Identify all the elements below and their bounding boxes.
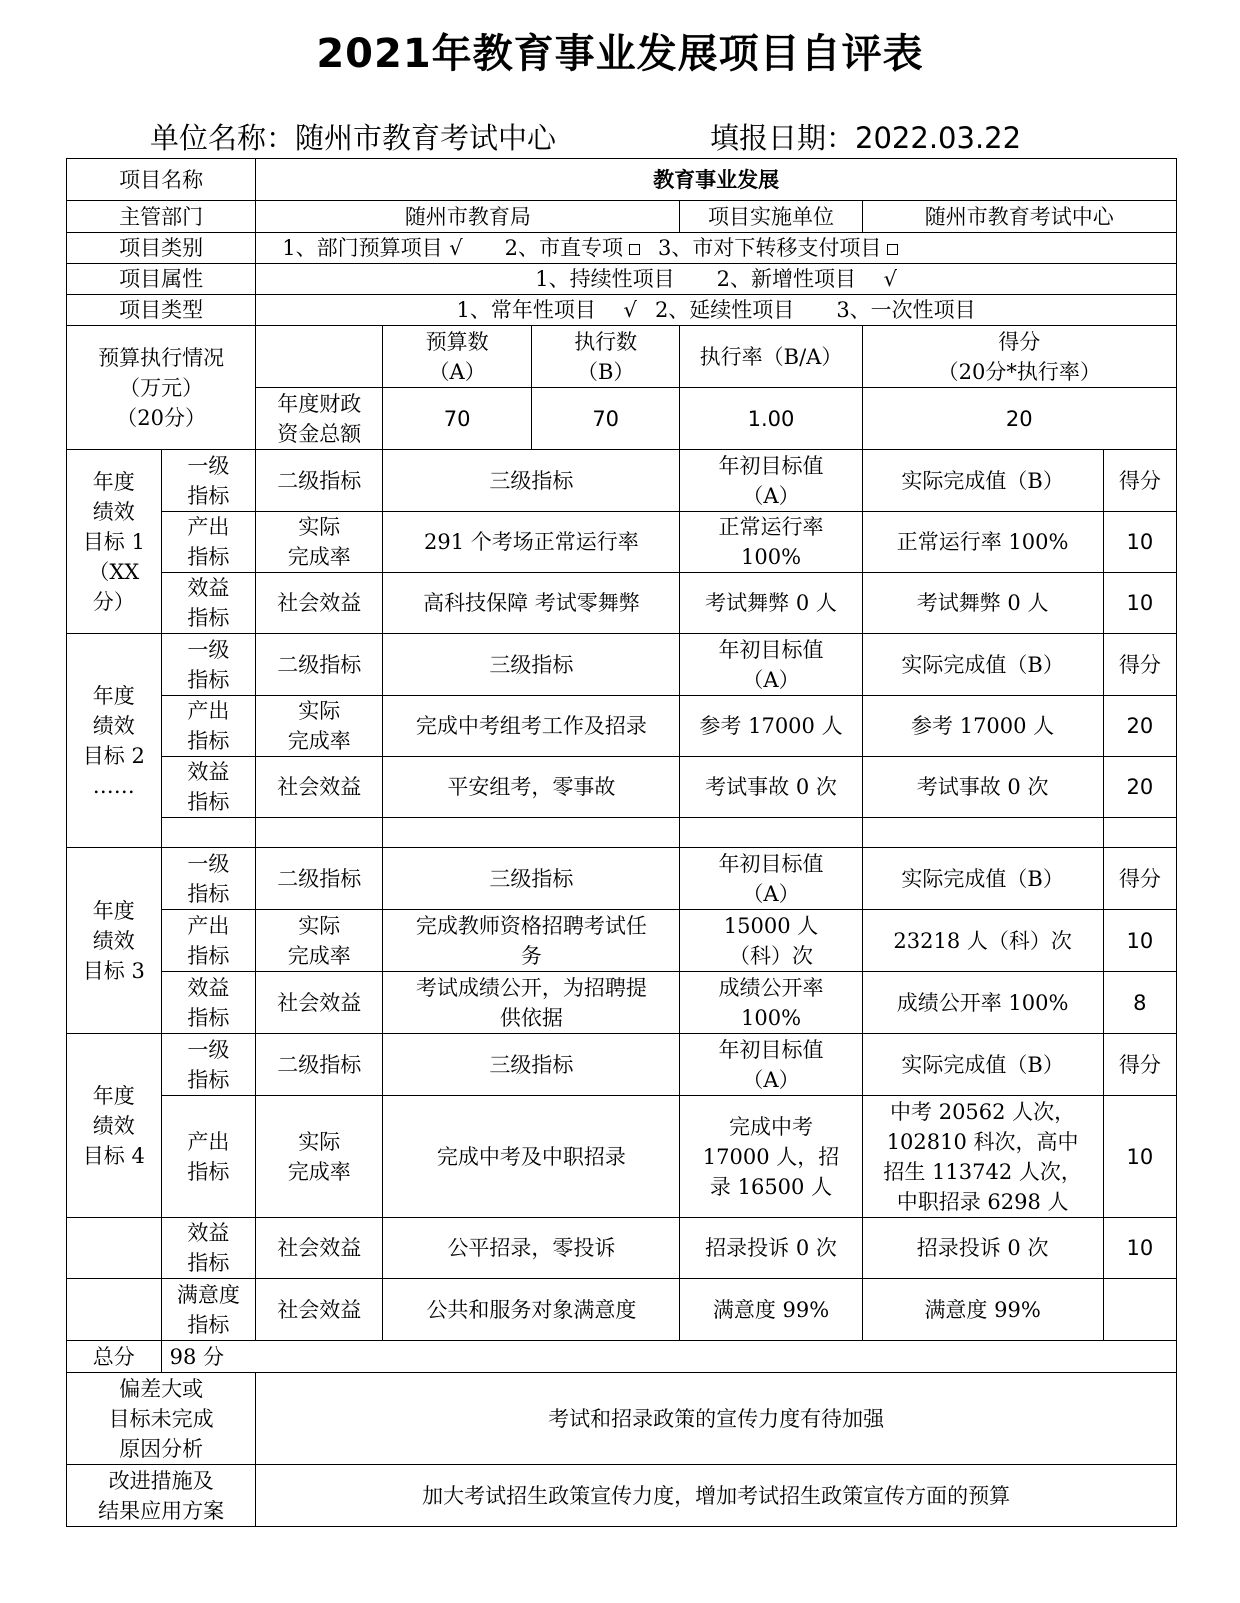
table-cell	[680, 972, 862, 1034]
table-cell	[383, 910, 680, 972]
table-cell	[161, 972, 256, 1034]
cell-text: 102810 科次，高中	[886, 1129, 1079, 1154]
checkbox-empty-icon	[629, 244, 640, 255]
cell-text: 一级	[187, 1037, 230, 1062]
cell-text: 参考 17000 人	[862, 696, 1103, 757]
cell-text: 产出	[187, 913, 230, 938]
goal4-blank-label	[67, 1279, 162, 1341]
cell-text: 实际完成值（B）	[862, 1034, 1103, 1096]
cell-text: 指标	[187, 729, 230, 753]
cell-text: （B）	[576, 359, 635, 384]
cell-text: 二级指标	[256, 848, 383, 910]
category-options	[256, 233, 1177, 264]
cell-text: （A）	[742, 1067, 800, 1092]
cell-text: 20	[1103, 696, 1176, 757]
cell-text: 指标	[187, 667, 230, 692]
table-row	[67, 1218, 1177, 1279]
cell-text: 完成率	[287, 1159, 351, 1184]
cell-text: 实际完成值（B）	[862, 634, 1103, 696]
table-cell	[161, 512, 256, 573]
cell-text: 绩效	[92, 499, 135, 524]
cell-text: 10	[1103, 1218, 1176, 1279]
cell-text: 指标	[187, 1251, 230, 1275]
cell-text: 完成中考及中职招录	[383, 1096, 680, 1218]
cell-text: 产出	[187, 699, 230, 723]
attribute-label: 项目属性	[67, 264, 256, 295]
table-row	[67, 1096, 1177, 1218]
table-row	[67, 1279, 1177, 1341]
cell-text: 年度	[92, 683, 135, 708]
cell-text: 效益	[187, 1221, 230, 1245]
cell-text: 实际	[298, 1129, 341, 1154]
cell-text: 年初目标值	[718, 1037, 824, 1062]
cell-text: 10	[1103, 910, 1176, 972]
dept-value: 随州市教育局	[256, 201, 680, 233]
cell-text: 三级指标	[383, 1034, 680, 1096]
table-cell	[1103, 818, 1176, 848]
cell-text: （A）	[742, 667, 800, 692]
dept-row	[67, 201, 1177, 233]
cell-text: 考试舞弊 0 人	[862, 573, 1103, 634]
empty-row	[67, 818, 1177, 848]
cell-text: 产出	[187, 515, 230, 539]
unit-name: 随州市教育考试中心	[295, 121, 557, 155]
cell-text: 得分	[1103, 1034, 1176, 1096]
cell-text	[1103, 1279, 1176, 1341]
category-label: 项目类别	[67, 233, 256, 264]
table-cell	[383, 818, 680, 848]
table-cell	[161, 757, 256, 818]
table-cell	[680, 818, 862, 848]
table-cell	[862, 1096, 1103, 1218]
table-cell	[680, 512, 862, 573]
cell-text: 效益	[187, 576, 230, 600]
cell-text: 改进措施及	[108, 1468, 214, 1493]
actual-header: 实际完成值（B）	[862, 450, 1103, 512]
cell-text: 8	[1103, 972, 1176, 1034]
attribute-options	[256, 264, 1177, 295]
cell-text: （A）	[428, 359, 486, 384]
table-cell	[256, 696, 383, 757]
project-name-value: 教育事业发展	[256, 159, 1177, 201]
goal2-label	[67, 634, 162, 848]
cell-text: 务	[520, 943, 542, 968]
cell-text: 指标	[187, 545, 230, 569]
cell-text: 三级指标	[383, 848, 680, 910]
table-cell	[161, 1096, 256, 1218]
type-option-1: 1、常年性项目 √	[456, 298, 637, 322]
cell-text: 指标	[187, 606, 230, 630]
date-label: 填报日期：	[710, 121, 856, 155]
cell-text: 年度	[92, 898, 135, 923]
cell-text: 高科技保障 考试零舞弊	[383, 573, 680, 634]
table-row	[67, 757, 1177, 818]
impl-label: 项目实施单位	[680, 201, 862, 233]
cell-text: 实际	[298, 699, 341, 723]
cell-text: 目标 3	[82, 958, 145, 983]
cell-text: 指标	[187, 483, 230, 508]
budget-row-label	[256, 388, 383, 450]
deviation-label	[67, 1373, 256, 1465]
improvement-row	[67, 1465, 1177, 1527]
table-cell	[680, 910, 862, 972]
cell-text: 二级指标	[256, 1034, 383, 1096]
cell-text: 得分	[1103, 634, 1176, 696]
cell-text: 100%	[740, 545, 802, 569]
cell-text: 二级指标	[256, 634, 383, 696]
cell-text: 三级指标	[383, 634, 680, 696]
cell-text: 正常运行率 100%	[862, 512, 1103, 573]
cell-text: 预算执行情况	[98, 345, 225, 370]
cell-text: 目标 1	[82, 529, 145, 554]
total-label: 总分	[67, 1341, 162, 1373]
cell-text: 年初目标值	[718, 453, 824, 478]
cell-text: 考试成绩公开，为招聘提	[415, 975, 647, 1000]
cell-text: 结果应用方案	[98, 1498, 225, 1523]
cell-text: 实际	[298, 515, 341, 539]
cell-text: 完成教师资格招聘考试任	[415, 913, 647, 938]
improvement-label	[67, 1465, 256, 1527]
table-cell	[161, 1034, 256, 1096]
cell-text: 供依据	[499, 1005, 563, 1030]
cell-text: 招生 113742 人次，	[883, 1159, 1082, 1184]
cell-text: 分）	[92, 589, 135, 614]
cell-text: 指标	[187, 790, 230, 814]
cell-text: 社会效益	[256, 757, 383, 818]
cell-text: 指标	[187, 881, 230, 906]
cell-text: 15000 人	[723, 913, 819, 938]
table-cell	[161, 1279, 256, 1341]
cell-text: 社会效益	[256, 1218, 383, 1279]
budget-label	[67, 326, 256, 450]
attribute-row	[67, 264, 1177, 295]
cell-text: 录 16500 人	[709, 1174, 833, 1199]
cell-text: 17000 人，招	[702, 1144, 840, 1169]
cell-text: （20分）	[116, 405, 206, 430]
cell-text: 正常运行率	[718, 515, 824, 539]
cell-text: 目标未完成	[108, 1406, 214, 1431]
cell-text: 社会效益	[256, 1279, 383, 1341]
total-value: 98 分	[161, 1341, 1176, 1373]
cell-text: 公共和服务对象满意度	[383, 1279, 680, 1341]
cell-text: 年初目标值	[718, 637, 824, 662]
cell-text: 目标 4	[82, 1143, 145, 1168]
cell-text: 社会效益	[256, 573, 383, 634]
type-label: 项目类型	[67, 295, 256, 326]
table-cell	[161, 696, 256, 757]
cell-text: 指标	[187, 1159, 230, 1184]
table-cell	[161, 848, 256, 910]
cell-text: 满意度	[176, 1282, 240, 1307]
score-header: 得分	[1103, 450, 1176, 512]
goal4-blank-label	[67, 1218, 162, 1279]
cell-text: 预算数	[425, 329, 489, 354]
cell-text: 目标 2	[82, 743, 145, 768]
budget-rate-value: 1.00	[680, 388, 862, 450]
category-row	[67, 233, 1177, 264]
category-option-2: 2、市直专项	[504, 236, 624, 260]
table-cell	[161, 573, 256, 634]
deviation-value: 考试和招录政策的宣传力度有待加强	[256, 1373, 1177, 1465]
form-header	[150, 116, 1150, 156]
table-cell	[862, 818, 1103, 848]
table-cell	[256, 1096, 383, 1218]
budget-header-row	[67, 326, 1177, 388]
cell-text: （万元）	[119, 375, 204, 400]
cell-text: 绩效	[92, 928, 135, 953]
cell-text: 绩效	[92, 1113, 135, 1138]
goal3-header-row	[67, 848, 1177, 910]
table-row	[67, 696, 1177, 757]
table-cell	[383, 972, 680, 1034]
cell-text: 效益	[187, 760, 230, 784]
budget-blank-header	[256, 326, 383, 388]
cell-text: 一级	[187, 453, 230, 478]
target-header	[680, 450, 862, 512]
total-row	[67, 1341, 1177, 1373]
cell-text: 考试事故 0 次	[862, 757, 1103, 818]
cell-text: 年初目标值	[718, 851, 824, 876]
cell-text: 指标	[187, 943, 230, 968]
budget-score-value: 20	[862, 388, 1176, 450]
cell-text: 成绩公开率 100%	[862, 972, 1103, 1034]
project-name-label: 项目名称	[67, 159, 256, 201]
cell-text: 招录投诉 0 次	[862, 1218, 1103, 1279]
cell-text: 满意度 99%	[862, 1279, 1103, 1341]
cell-text: 完成率	[287, 729, 351, 753]
cell-text: 实际完成值（B）	[862, 848, 1103, 910]
cell-text: 考试事故 0 次	[680, 757, 862, 818]
table-cell	[680, 1096, 862, 1218]
table-cell	[161, 910, 256, 972]
budget-col-a	[383, 326, 532, 388]
cell-text: 成绩公开率	[718, 975, 824, 1000]
project-name-row	[67, 159, 1177, 201]
cell-text: 10	[1103, 573, 1176, 634]
cell-text: 效益	[187, 975, 230, 1000]
type-options	[256, 295, 1177, 326]
type-option-3: 3、一次性项目	[836, 298, 976, 322]
cell-text: 年度	[92, 1083, 135, 1108]
level1-header	[161, 450, 256, 512]
cell-text: 完成率	[287, 545, 351, 569]
table-row	[67, 910, 1177, 972]
category-option-3: 3、市对下转移支付项目	[658, 236, 882, 260]
cell-text: 完成率	[287, 943, 351, 968]
cell-text: 资金总额	[277, 421, 362, 446]
table-cell	[256, 910, 383, 972]
cell-text: 中考 20562 人次，	[890, 1099, 1076, 1124]
cell-text: 得分	[1103, 848, 1176, 910]
table-cell	[161, 818, 256, 848]
level3-header: 三级指标	[383, 450, 680, 512]
cell-text: 10	[1103, 1096, 1176, 1218]
budget-col-score	[862, 326, 1176, 388]
goal1-header-row	[67, 450, 1177, 512]
cell-text: 完成中考	[729, 1114, 813, 1139]
page-title: 2021年教育事业发展项目自评表	[316, 31, 924, 77]
unit-field	[150, 116, 556, 157]
goal1-label	[67, 450, 162, 634]
cell-text: 年度	[92, 469, 135, 494]
cell-text: 指标	[187, 1005, 230, 1030]
goal3-label	[67, 848, 162, 1034]
cell-text: 参考 17000 人	[680, 696, 862, 757]
cell-text: 社会效益	[256, 972, 383, 1034]
deviation-row	[67, 1373, 1177, 1465]
cell-text: 完成中考组考工作及招录	[383, 696, 680, 757]
cell-text: （A）	[742, 483, 800, 508]
type-row	[67, 295, 1177, 326]
checkbox-empty-icon	[887, 244, 898, 255]
cell-text: 100%	[740, 1005, 802, 1030]
evaluation-table	[66, 158, 1177, 1527]
cell-text: 实际	[298, 913, 341, 938]
improvement-value: 加大考试招生政策宣传力度，增加考试招生政策宣传方面的预算	[256, 1465, 1177, 1527]
cell-text: 中职招录 6298 人	[896, 1189, 1069, 1214]
table-cell	[680, 1034, 862, 1096]
budget-b-value: 70	[531, 388, 680, 450]
date-value: 2022.03.22	[855, 121, 1022, 155]
budget-a-value: 70	[383, 388, 532, 450]
type-option-2: 2、延续性项目	[654, 298, 795, 322]
cell-text: 产出	[187, 1129, 230, 1154]
goal2-header-row	[67, 634, 1177, 696]
table-cell	[161, 634, 256, 696]
table-cell	[256, 512, 383, 573]
budget-col-rate: 执行率（B/A）	[680, 326, 862, 388]
table-row	[67, 573, 1177, 634]
table-cell	[680, 634, 862, 696]
category-option-1: 1、部门预算项目 √	[282, 236, 463, 260]
cell-text: 得分	[998, 329, 1041, 354]
table-cell	[161, 1218, 256, 1279]
impl-value: 随州市教育考试中心	[862, 201, 1176, 233]
goal4-header-row	[67, 1034, 1177, 1096]
date-field	[710, 116, 1021, 157]
unit-label: 单位名称：	[150, 121, 296, 155]
cell-text: （科）次	[729, 943, 813, 968]
cell-text: 招录投诉 0 次	[680, 1218, 862, 1279]
attribute-option-2: 2、新增性项目 √	[716, 267, 897, 291]
cell-text: 原因分析	[119, 1436, 204, 1461]
cell-text: （20分*执行率）	[937, 359, 1101, 384]
cell-text: 10	[1103, 512, 1176, 573]
cell-text: 一级	[187, 637, 230, 662]
cell-text: 满意度 99%	[680, 1279, 862, 1341]
level2-header: 二级指标	[256, 450, 383, 512]
table-cell	[256, 818, 383, 848]
cell-text: 偏差大或	[119, 1376, 204, 1401]
table-cell	[680, 848, 862, 910]
dept-label: 主管部门	[67, 201, 256, 233]
table-row	[67, 972, 1177, 1034]
cell-text: 291 个考场正常运行率	[383, 512, 680, 573]
cell-text: 绩效	[92, 713, 135, 738]
cell-text: 23218 人（科）次	[862, 910, 1103, 972]
cell-text: 20	[1103, 757, 1176, 818]
cell-text: 指标	[187, 1067, 230, 1092]
attribute-option-1: 1、持续性项目	[535, 267, 675, 291]
goal4-label	[67, 1034, 162, 1218]
cell-text: 考试舞弊 0 人	[680, 573, 862, 634]
budget-col-b	[531, 326, 680, 388]
cell-text: 一级	[187, 851, 230, 876]
cell-text: 公平招录，零投诉	[383, 1218, 680, 1279]
cell-text: ……	[92, 773, 135, 798]
cell-text: 指标	[187, 1312, 230, 1337]
cell-text: 平安组考，零事故	[383, 757, 680, 818]
cell-text: 执行数	[574, 329, 638, 354]
table-row	[67, 512, 1177, 573]
cell-text: 年度财政	[277, 391, 362, 416]
cell-text: （A）	[742, 881, 800, 906]
cell-text: （XX	[88, 559, 140, 584]
